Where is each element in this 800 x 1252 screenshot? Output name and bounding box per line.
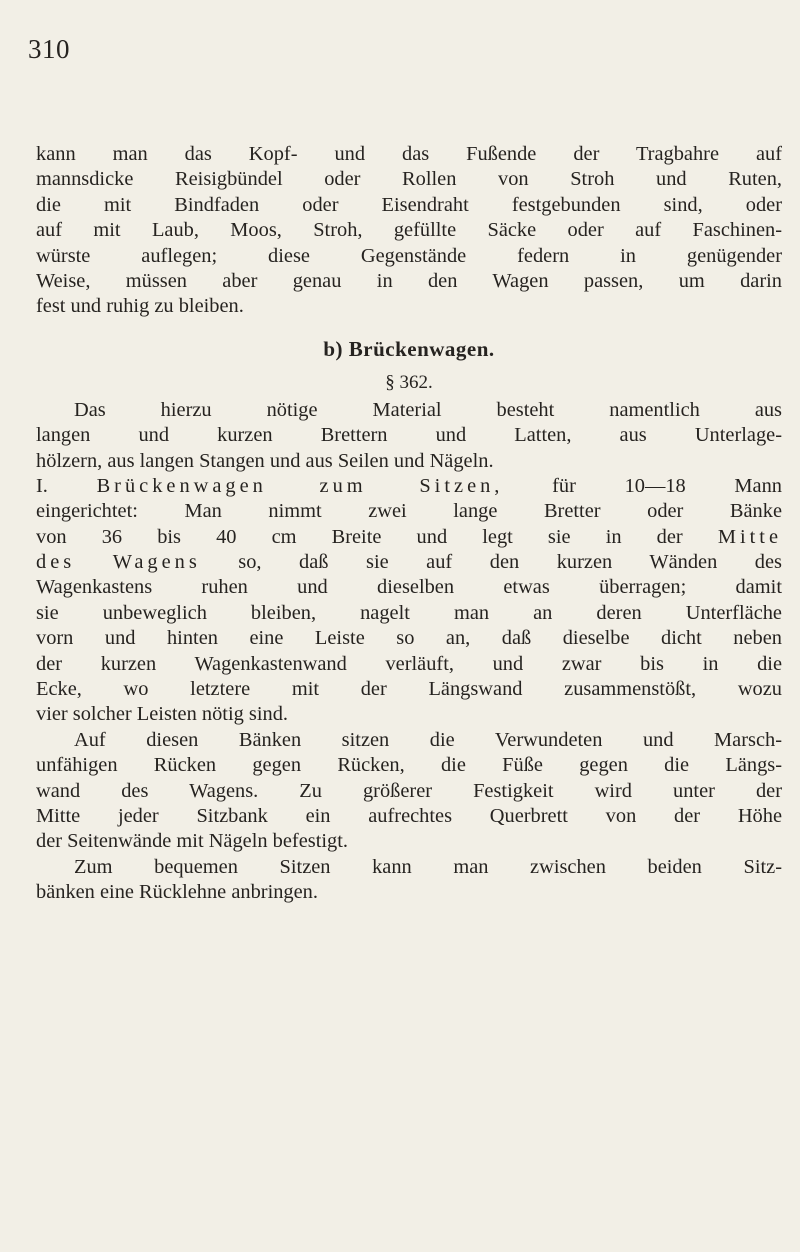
text-line: der Seitenwände mit Nägeln befestigt.: [36, 830, 348, 853]
bridge-wagon-paragraph: [36, 474, 782, 728]
text-line: fest und ruhig zu bleiben.: [36, 295, 244, 318]
section-heading: b) Brückenwagen.: [323, 336, 495, 361]
text-line: von 36 bis 40 cm Breite und legt sie in der Mitte: [36, 525, 782, 548]
text-line: der kurzen Wagenkastenwand verläuft, und zwar bis in die: [36, 652, 782, 675]
text-line: Mitte jeder Sitzbank ein aufrechtes Querbrett von der Höhe: [36, 804, 782, 827]
text-line: vier solcher Leisten nötig sind.: [36, 703, 288, 726]
seating-paragraph: [36, 728, 782, 855]
text-line: Wagenkastens ruhen und dieselben etwas überragen; damit: [36, 576, 782, 599]
subsection-title-rest: für 10—18 Mann: [503, 474, 782, 497]
text-line: Ecke, wo letztere mit der Längswand zusammenstößt, wozu: [36, 678, 782, 701]
text-line: mannsdicke Reisigbündel oder Rollen von Stroh und Ruten,: [36, 168, 782, 191]
material-paragraph: [36, 398, 782, 474]
paragraph-number: § 362.: [385, 371, 433, 393]
text-line: die mit Bindfaden oder Eisendraht festgebunden sind, oder: [36, 193, 782, 216]
spaced-word: Wagens: [112, 551, 201, 574]
backrest-paragraph: [36, 855, 782, 906]
text-line: würste auflegen; diese Gegenstände federn in genügender: [36, 244, 782, 267]
text-line: bänken eine Rücklehne anbringen.: [36, 881, 318, 904]
text-line: Auf diesen Bänken sitzen die Verwundeten und Marsch-: [74, 728, 782, 751]
text-line: wand des Wagens. Zu größerer Festigkeit wird unter der: [36, 779, 782, 802]
text-line: vorn und hinten eine Leiste so an, daß dieselbe dicht neben: [36, 627, 782, 650]
text-line: Das hierzu nötige Material besteht namentlich aus: [74, 398, 782, 421]
subsection-title: Brückenwagen zum Sitzen,: [96, 474, 504, 497]
text-line: eingerichtet: Man nimmt zwei lange Bretter oder Bänke: [36, 500, 782, 523]
spaced-word: Mitte: [717, 525, 782, 548]
page-number: 310: [28, 34, 70, 64]
body-text: [36, 142, 782, 906]
text-line: unfähigen Rücken gegen Rücken, die Füße gegen die Längs-: [36, 754, 782, 777]
text-line: kann man das Kopf- und das Fußende der Tragbahre auf: [36, 143, 782, 165]
text-line: Weise, müssen aber genau in den Wagen passen, um darin: [36, 269, 782, 292]
text-line: sie unbeweglich bleiben, nagelt man an deren Unterfläche: [36, 601, 782, 624]
list-marker: I.: [36, 474, 48, 497]
spaced-word: des: [36, 551, 76, 574]
text-line: langen und kurzen Brettern und Latten, aus Unterlage-: [36, 424, 782, 447]
intro-paragraph: [36, 142, 782, 320]
text-line: hölzern, aus langen Stangen und aus Seilen und Nägeln.: [36, 449, 494, 472]
text-line: [36, 474, 782, 499]
text-line: Zum bequemen Sitzen kann man zwischen beiden Sitz-: [74, 855, 782, 878]
text-line: auf mit Laub, Moos, Stroh, gefüllte Säcke oder auf Faschinen-: [36, 219, 782, 242]
text-line: des Wagens so, daß sie auf den kurzen Wänden des: [36, 551, 782, 574]
